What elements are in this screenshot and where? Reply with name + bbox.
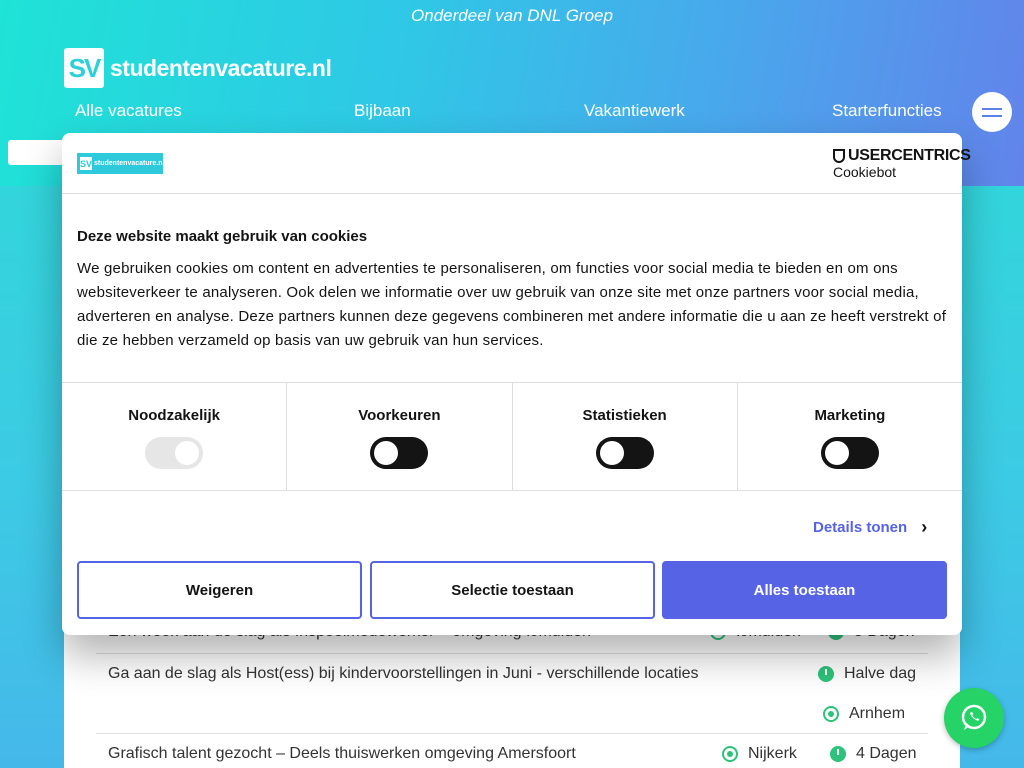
- dialog-title: Deze website maakt gebruik van cookies: [77, 228, 368, 245]
- tagline: Onderdeel van DNL Groep: [411, 6, 613, 25]
- statistics-switch[interactable]: [596, 437, 654, 469]
- preferences-switch[interactable]: [370, 437, 428, 469]
- dialog-body: We gebruiken cookies om content en advertenties te personaliseren, om functies voor social media te bieden en om ons websiteverkeer te analyseren. Ook delen we informatie over uw gebruik van onze site met onze partners voor social media, adverteren en analyse. Deze partners kunnen deze gegevens combineren met andere informatie die u aan ze heeft verstrekt of die ze hebben verzameld op basis van uw gebruik van hun services.: [77, 260, 947, 349]
- details-label: Details tonen: [813, 519, 908, 536]
- switch-knob: [374, 441, 398, 465]
- allow-all-button[interactable]: Alles toestaan: [662, 561, 947, 619]
- decline-button[interactable]: Weigeren: [77, 561, 362, 619]
- whatsapp-button[interactable]: [944, 688, 1004, 748]
- allow-selection-button[interactable]: Selectie toestaan: [370, 561, 655, 619]
- location-icon: [722, 746, 738, 762]
- dialog-header: [62, 133, 971, 194]
- job-title[interactable]: Ga aan de slag als Host(ess) bij kindervoorstellingen in Juni - verschillende locaties: [108, 665, 699, 682]
- toggle-noodzakelijk: [62, 383, 287, 490]
- toggle-voorkeuren: [287, 383, 512, 490]
- job-title[interactable]: Grafisch talent gezocht – Deels thuiswerken omgeving Amersfoort: [108, 745, 576, 762]
- toggle-label: Noodzakelijk: [128, 407, 220, 424]
- whatsapp-icon: [959, 703, 989, 733]
- clock-icon: [818, 666, 834, 682]
- switch-knob: [825, 441, 849, 465]
- hamburger-menu-button[interactable]: [972, 92, 1012, 132]
- switch-knob: [175, 441, 199, 465]
- usercentrics-wordmark: [833, 147, 971, 165]
- nav-starterfuncties[interactable]: Starterfuncties: [832, 101, 942, 120]
- toggle-label: Statistieken: [582, 407, 667, 424]
- logo-mark: SV: [64, 48, 104, 88]
- consent-toggles: [62, 382, 962, 491]
- duration-text: Halve dag: [844, 665, 917, 682]
- location-icon: [823, 706, 839, 722]
- job-list: [64, 612, 960, 768]
- job-location: [722, 745, 797, 763]
- brand-top-text: USERCENTRICS: [848, 147, 971, 164]
- nav-vakantiewerk[interactable]: Vakantiewerk: [584, 101, 685, 120]
- search-input[interactable]: [8, 140, 68, 165]
- job-location: [823, 705, 905, 723]
- main-nav: [0, 101, 1024, 125]
- clock-icon: [830, 746, 846, 762]
- cookie-consent-dialog: [62, 133, 971, 635]
- brand-bottom-text: Cookiebot: [833, 164, 897, 180]
- duration-text: 4 Dagen: [856, 745, 917, 762]
- nav-bijbaan[interactable]: Bijbaan: [354, 101, 411, 120]
- shield-icon: [833, 149, 845, 163]
- switch-knob: [600, 441, 624, 465]
- location-text: Nijkerk: [748, 745, 797, 762]
- job-row[interactable]: [96, 733, 928, 768]
- toggle-statistieken: [513, 383, 738, 490]
- job-duration: [830, 745, 917, 763]
- job-row[interactable]: [96, 653, 928, 733]
- cookiebot-logo[interactable]: [833, 147, 971, 180]
- menu-icon-line: [982, 115, 1002, 117]
- location-text: Arnhem: [849, 705, 906, 722]
- dialog-site-logo: [77, 153, 163, 174]
- details-link[interactable]: [813, 517, 927, 538]
- toggle-marketing: [738, 383, 962, 490]
- dialog-logo-text: studentenvacature.nl: [94, 160, 165, 167]
- logo-text: studentenvacature.nl: [110, 54, 332, 81]
- nav-alle-vacatures[interactable]: Alle vacatures: [75, 101, 182, 120]
- menu-icon: [982, 108, 1002, 110]
- necessary-switch: [145, 437, 203, 469]
- site-logo[interactable]: [64, 48, 331, 88]
- toggle-label: Marketing: [814, 407, 886, 424]
- chevron-right-icon: ›: [921, 517, 928, 537]
- marketing-switch[interactable]: [821, 437, 879, 469]
- toggle-label: Voorkeuren: [358, 407, 441, 424]
- dialog-logo-mark: SV: [80, 158, 93, 169]
- job-duration: [818, 665, 916, 683]
